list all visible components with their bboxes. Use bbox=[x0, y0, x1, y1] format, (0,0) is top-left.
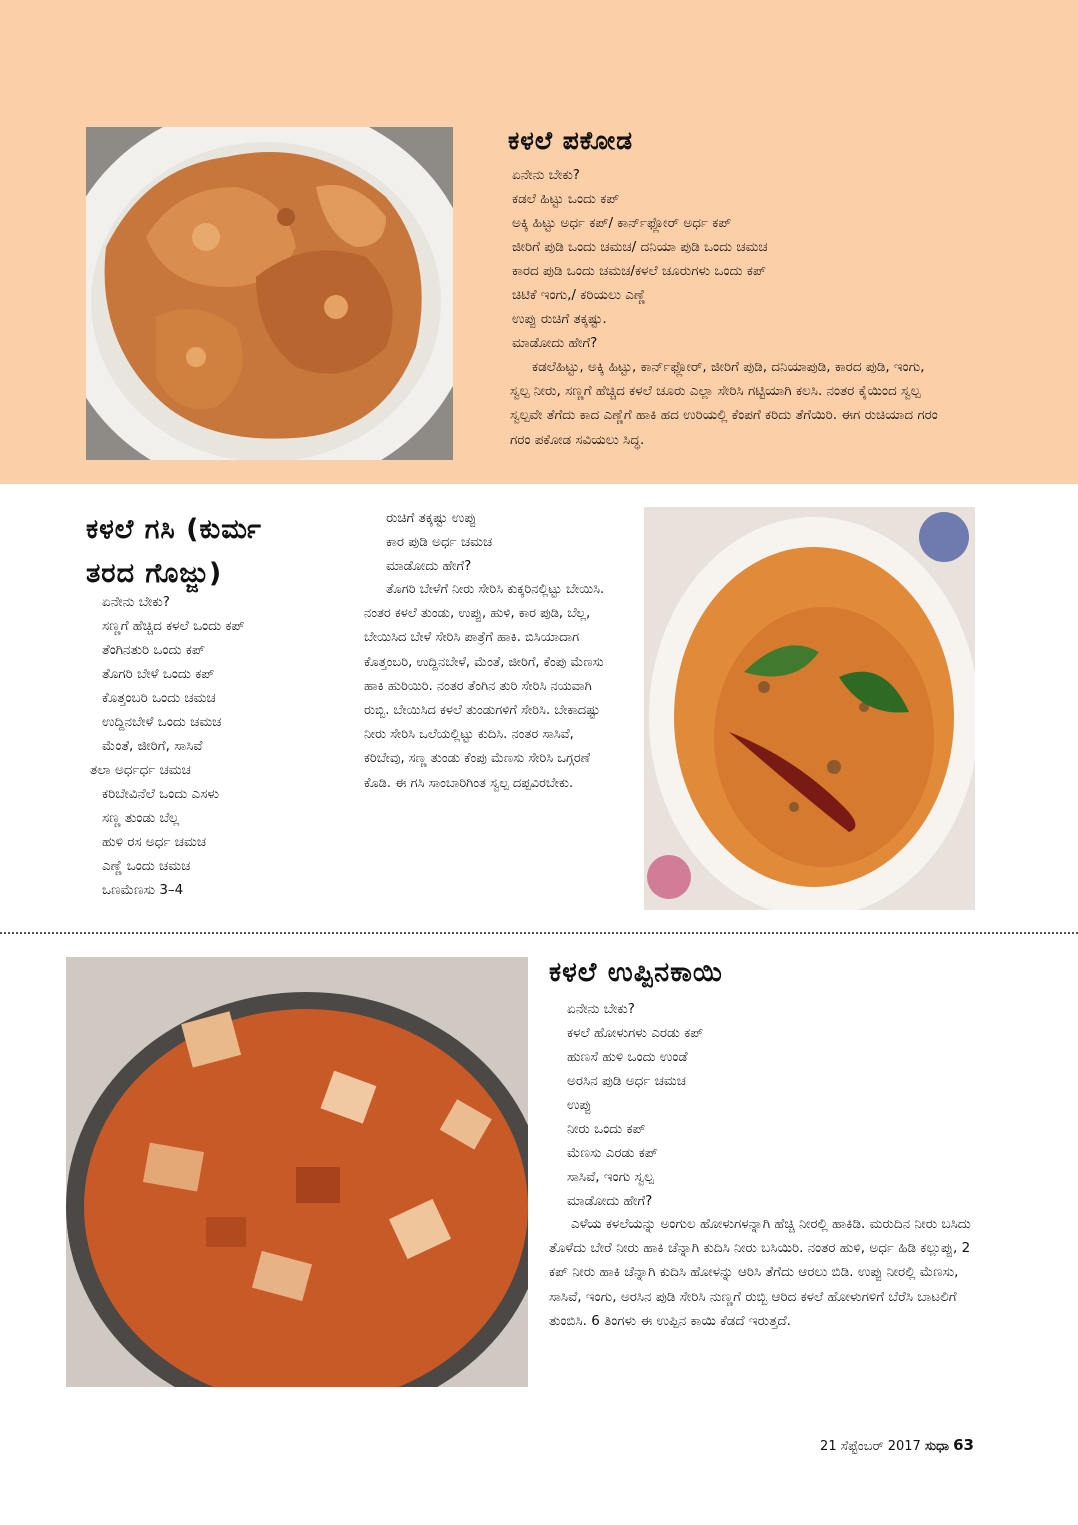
recipe1-ingredient: ಉಪ್ಪು ರುಚಿಗೆ ತಕ್ಕಷ್ಟು. bbox=[512, 311, 607, 327]
recipe2-ingredient: ಒಣಮೆಣಸು 3–4 bbox=[102, 882, 184, 898]
recipe1-method-heading: ಮಾಡೋದು ಹೇಗೆ? bbox=[512, 335, 598, 351]
recipe3-ingredient: ಮೆಣಸು ಎರಡು ಕಪ್ bbox=[567, 1145, 658, 1161]
recipe1-ingredient: ಅಕ್ಕಿ ಹಿಟ್ಟು ಅರ್ಧ ಕಪ್/ ಕಾರ್ನ್‌ಫ್ಲೋರ್ ಅರ್ಧ ಕಪ್ bbox=[512, 215, 732, 231]
recipe2-ingredient: ತೊಗರಿ ಬೇಳೆ ಒಂದು ಕಪ್ bbox=[102, 666, 215, 682]
recipe2-title-line1: ಕಳಲೆ ಗಸಿ (ಕುರ್ಮ bbox=[86, 514, 262, 545]
page-number: 63 bbox=[953, 1436, 974, 1454]
recipe2-ingredient: ಕೊತ್ತಂಬರಿ ಒಂದು ಚಮಚ bbox=[102, 690, 216, 706]
recipe2-ingredient: ತೆಂಗಿನತುರಿ ಒಂದು ಕಪ್ bbox=[102, 642, 205, 658]
magazine-name: ಸುಧಾ bbox=[924, 1439, 949, 1454]
recipe1-ingredients-heading: ಏನೇನು ಬೇಕು? bbox=[512, 167, 580, 183]
recipe2-ingredient: ಮೆಂತೆ, ಜೀರಿಗೆ, ಸಾಸಿವೆ bbox=[102, 738, 203, 754]
recipe3-title: ಕಳಲೆ ಉಪ್ಪಿನಕಾಯಿ bbox=[549, 957, 723, 988]
recipe2-ingredient: ಸಣ್ಣಗೆ ಹೆಚ್ಚಿದ ಕಳಲೆ ಒಂದು ಕಪ್ bbox=[102, 618, 245, 634]
recipe1-ingredient: ಕಡಲೆ ಹಿಟ್ಟು ಒಂದು ಕಪ್ bbox=[512, 191, 620, 207]
pakoda-photo bbox=[86, 127, 453, 460]
recipe2-ingredient: ತಲಾ ಅರ್ಧರ್ಧ ಚಮಚ bbox=[90, 762, 191, 778]
page-footer bbox=[820, 1436, 974, 1454]
recipe2-ingredient: ಕರಿಬೇವಿನೆಲೆ ಒಂದು ಎಸಳು bbox=[102, 786, 220, 802]
issue-date: 21 ಸೆಪ್ಟೆಂಬರ್ 2017 bbox=[820, 1439, 921, 1454]
recipe1-method-text: ಕಡಲೆಹಿಟ್ಟು, ಅಕ್ಕಿ ಹಿಟ್ಟು, ಕಾರ್ನ್‌ಫ್ಲೋರ್, ಜೀರಿಗೆ ಪುಡಿ, ದನಿಯಾಪುಡಿ, ಕಾರದ ಪುಡಿ, ಇಂಗು, ಸ್ವಲ್ಪ ನೀರು, ಸಣ್ಣಗೆ ಹೆಚ್ಚಿದ ಕಳಲೆ ಚೂರು ಎಲ್ಲಾ ಸೇರಿಸಿ ಗಟ್ಟಿಯಾಗಿ ಕಲಸಿ. ನಂತರ ಕೈಯಿಂದ ಸ್ವಲ್ಪ ಸ್ವಲ್ಪವೇ ತೆಗೆದು ಕಾದ ಎಣ್ಣೆಗೆ ಹಾಕಿ ಹದ ಉರಿಯಲ್ಲಿ ಕೆಂಪಗೆ ಕರಿದು ತೆಗೆಯಿರಿ. ಈಗ ರುಚಿಯಾದ ಗರಂ ಗರಂ ಪಕೋಡ ಸವಿಯಲು ಸಿದ್ಧ. bbox=[510, 359, 938, 448]
recipe2-title bbox=[86, 508, 262, 596]
recipe2-ingredient: ಕಾರ ಪುಡಿ ಅರ್ಧ ಚಮಚ bbox=[386, 534, 493, 550]
recipe3-ingredients-heading: ಏನೇನು ಬೇಕು? bbox=[567, 1001, 635, 1017]
recipe1-ingredient: ಕಾರದ ಪುಡಿ ಒಂದು ಚಮಚ/ಕಳಲೆ ಚೂರುಗಳು ಒಂದು ಕಪ್ bbox=[512, 263, 766, 279]
recipe2-ingredient: ಉದ್ದಿನಬೇಳೆ ಒಂದು ಚಮಚ bbox=[102, 714, 222, 730]
recipe2-title-line2: ತರದ ಗೊಜ್ಜು) bbox=[86, 558, 223, 589]
recipe2-ingredients-col2 bbox=[364, 506, 492, 578]
recipe3-method-text: ಎಳೆಯ ಕಳಲೆಯನ್ನು ಅಂಗುಲ ಹೋಳುಗಳನ್ನಾಗಿ ಹೆಚ್ಚಿ ನೀರಲ್ಲಿ ಹಾಕಿಡಿ. ಮರುದಿನ ನೀರು ಬಸಿದು ತೊಳೆದು ಬೇರೆ ನೀರು ಹಾಕಿ ಚೆನ್ನಾಗಿ ಕುದಿಸಿ ನೀರು ಬಸಿಯಿರಿ. ನಂತರ ಹುಳಿ, ಅರ್ಧ ಹಿಡಿ ಕಲ್ಲುಪ್ಪು, 2 ಕಪ್ ನೀರು ಹಾಕಿ ಚೆನ್ನಾಗಿ ಕುದಿಸಿ ಹೋಳನ್ನು ಆರಿಸಿ ತೆಗೆದು ಆರಲು ಬಿಡಿ. ಉಪ್ಪು ನೀರಲ್ಲಿ ಮೆಣಸು, ಸಾಸಿವೆ, ಇಂಗು, ಅರಸಿನ ಪುಡಿ ಸೇರಿಸಿ ನುಣ್ಣಗೆ ರುಬ್ಬಿ ಆರಿದ ಕಳಲೆ ಹೋಳುಗಳಿಗೆ ಬೆರೆಸಿ ಬಾಟಲಿಗೆ ತುಂಬಿಸಿ. 6 ತಿಂಗಳು ಈ ಉಪ್ಪಿನ ಕಾಯಿ ಕೆಡದೆ ಇರುತ್ತದೆ. bbox=[549, 1216, 971, 1329]
recipe2-method-heading: ಮಾಡೋದು ಹೇಗೆ? bbox=[386, 558, 472, 574]
recipe3-ingredient: ಉಪ್ಪು bbox=[567, 1097, 592, 1113]
section-divider bbox=[0, 932, 1078, 934]
recipe2-ingredient: ಹುಳಿ ರಸ ಅರ್ಧ ಚಮಚ bbox=[102, 834, 207, 850]
recipe2-ingredient: ರುಚಿಗೆ ತಕ್ಕಷ್ಟು ಉಪ್ಪು bbox=[386, 510, 477, 526]
recipe2-ingredients-list bbox=[90, 590, 245, 902]
recipe3-ingredient: ಕಳಲೆ ಹೋಳುಗಳು ಎರಡು ಕಪ್ bbox=[567, 1025, 704, 1041]
recipe2-ingredient: ಸಣ್ಣ ತುಂಡು ಬೆಲ್ಲ bbox=[102, 810, 180, 826]
recipe3-ingredient: ಅರಸಿನ ಪುಡಿ ಅರ್ಧ ಚಮಚ bbox=[567, 1073, 686, 1089]
recipe1-ingredient: ಜೀರಿಗೆ ಪುಡಿ ಒಂದು ಚಮಚ/ ದನಿಯಾ ಪುಡಿ ಒಂದು ಚಮಚ bbox=[512, 239, 768, 255]
recipe1-ingredient: ಚಿಟಿಕೆ ಇಂಗು,/ ಕರಿಯಲು ಎಣ್ಣೆ bbox=[512, 287, 646, 303]
recipe3-ingredient: ಹುಣಸೆ ಹುಳಿ ಒಂದು ಉಂಡೆ bbox=[567, 1049, 688, 1065]
recipe2-ingredient: ಎಣ್ಣೆ ಒಂದು ಚಮಚ bbox=[102, 858, 191, 874]
recipe3-ingredients-list bbox=[549, 997, 703, 1213]
recipe2-ingredients-heading: ಏನೇನು ಬೇಕು? bbox=[102, 594, 170, 610]
recipe2-method-text: ತೊಗರಿ ಬೇಳೆಗೆ ನೀರು ಸೇರಿಸಿ ಕುಕ್ಕರಿನಲ್ಲಿಟ್ಟು ಬೇಯಿಸಿ. ನಂತರ ಕಳಲೆ ತುಂಡು, ಉಪ್ಪು, ಹುಳಿ, ಕಾರ ಪುಡಿ, ಬೆಲ್ಲ, ಬೇಯಿಸಿದ ಬೇಳೆ ಸೇರಿಸಿ ಪಾತ್ರೆಗೆ ಹಾಕಿ. ಬಿಸಿಯಾದಾಗ ಕೊತ್ತಂಬರಿ, ಉದ್ದಿನಬೇಳೆ, ಮೆಂತೆ, ಜೀರಿಗೆ, ಕೆಂಪು ಮೆಣಸು ಹಾಕಿ ಹುರಿಯಿರಿ. ನಂತರ ತೆಂಗಿನ ತುರಿ ಸೇರಿಸಿ ನಯವಾಗಿ ರುಬ್ಬಿ. ಬೇಯಿಸಿದ ಕಳಲೆ ತುಂಡುಗಳಿಗೆ ಸೇರಿಸಿ. ಬೇಕಾದಷ್ಟು ನೀರು ಸೇರಿಸಿ ಒಲೆಯಲ್ಲಿಟ್ಟು ಕುದಿಸಿ. ನಂತರ ಸಾಸಿವೆ, ಕರಿಬೇವು, ಸಣ್ಣ ತುಂಡು ಕೆಂಪು ಮೆಣಸು ಸೇರಿಸಿ ಒಗ್ಗರಣೆ ಕೊಡಿ. ಈ ಗಸಿ ಸಾಂಬಾರಿಗಿಂತ ಸ್ವಲ್ಪ ದಪ್ಪವಿರಬೇಕು. bbox=[364, 582, 605, 791]
recipe3-method-heading: ಮಾಡೋದು ಹೇಗೆ? bbox=[567, 1193, 653, 1209]
recipe1-title: ಕಳಲೆ ಪಕೋಡ bbox=[508, 126, 634, 155]
recipe3-ingredient: ನೀರು ಒಂದು ಕಪ್ bbox=[567, 1121, 646, 1137]
recipe3-ingredient: ಸಾಸಿವೆ, ಇಂಗು ಸ್ವಲ್ಪ bbox=[567, 1169, 654, 1185]
curry-photo bbox=[644, 507, 975, 910]
recipe1-ingredients-list bbox=[510, 163, 768, 355]
pickle-photo bbox=[66, 957, 528, 1387]
